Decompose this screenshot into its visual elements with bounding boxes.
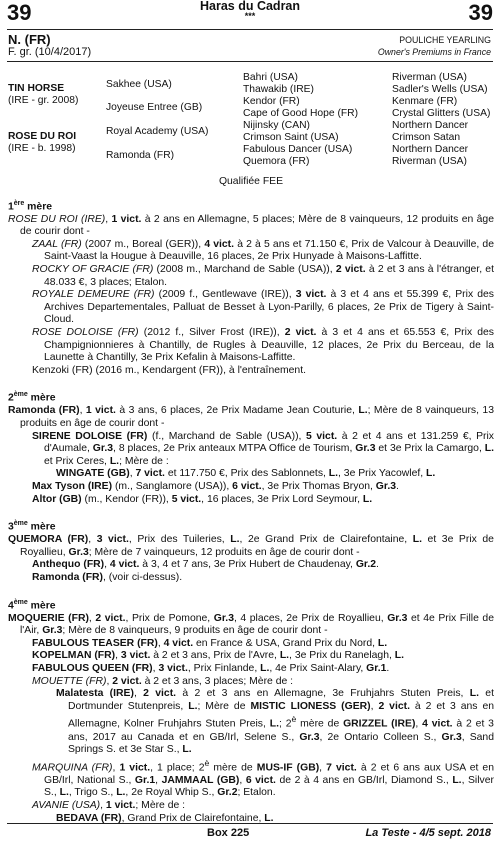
pedigree-entry: AVANIE (USA), 1 vict.; Mère de : [32,799,186,811]
pedigree-entry: KOPELMAN (FR), 3 vict. à 2 et 3 ans, Prix de l'Avre, L., 3e Prix du Ranelagh, L. [32,650,404,662]
pedigree-entry: ROCKY OF GRACIE (FR) (2008 m., Marchand de Sable (USA)), 2 vict. à 2 et 3 ans à l'étranger, et 48.033 €, 3 places; Etalon. [32,264,494,288]
pedigree-gen2: Royal Academy (USA) [106,126,209,137]
pedigree-entry: MOQUERIE (FR), 2 vict., Prix de Pomone, Gr.3, 4 places, 2e Prix de Royallieu, Gr.3 et 4e Prix Fille de l'Air, Gr.3; Mère de 8 vainqueurs, 9 produits en âge de courir dont - [8,612,494,637]
pedigree-entry: Ramonda (FR), (voir ci-dessus). [32,572,183,584]
footer-rule [7,823,493,824]
pedigree-entry: ROSE DOLOISE (FR) (2012 f., Silver Frost (IRE)), 2 vict. à 3 et 4 ans et 65.553 €, Prix des Champignionnieres à Chantilly, de Rugles à Deauville, 12 places, 2e Prix du Berceau, de la Launette à Chantilly, 3e Prix Kefalin à Maisons-Laffitte. [32,327,494,364]
lot-number-left: 39 [7,0,32,25]
pedigree-table [8,71,498,167]
pedigree-gen2: Joyeuse Entree (GB) [106,102,203,113]
pedigree-gen4: Sadler's Wells (USA) [392,84,488,95]
pedigree-gen3: Nijinsky (CAN) [243,120,310,131]
pedigree-gen3: Bahri (USA) [243,72,298,83]
pedigree-gen4: Crimson Satan [392,132,461,143]
pedigree-entry: Ramonda (FR), 1 vict. à 3 ans, 6 places, 2e Prix Madame Jean Couturie, L.; Mère de 8 vainqueurs, 13 produits en âge de courir dont - [8,405,494,430]
pedigree-gen4: Kenmare (FR) [392,96,458,107]
pedigree-entry: Max Tyson (IRE) (m., Sanglamore (USA)), 6 vict., 3e Prix Thomas Bryon, Gr.3. [32,481,399,492]
pedigree-entry: Altor (GB) (m., Kendor (FR)), 5 vict., 16 places, 3e Prix Lord Seymour, L. [32,493,373,505]
pedigree-gen4: Northern Dancer [392,120,469,131]
pedigree-gen3: Quemora (FR) [243,156,310,167]
generation-heading: 4ème mère [8,598,56,612]
pedigree-gen3: Cape of Good Hope (FR) [243,108,359,119]
pedigree-entry: ROYALE DEMEURE (FR) (2009 f., Gentlewave (IRE)), 3 vict. à 3 et 4 ans et 55.399 €, Prix des Archives Departementales, Palluat de Besset à Lyon-Parilly, 6 places, 2e Prix de Tigery à Saint-Cloud. [32,289,494,326]
pedigree-entry: WINGATE (GB), 7 vict. et 117.750 €, Prix des Sablonnets, L., 3e Prix Yacowlef, L. [56,468,436,480]
generation-heading: 2ème mère [8,391,56,404]
pedigree-entry: QUEMORA (FR), 3 vict., Prix des Tuileries, L., 2e Grand Prix de Clairefontaine, L. et 3e Prix de Royallieu, Gr.3; Mère de 7 vainqueurs, 12 produits en âge de courir dont - [8,534,494,558]
pedigree-entry: Malatesta (IRE), 2 vict. à 2 et 3 ans en Allemagne, 3e Fruhjahrs Stuten Preis, L. et Dortmunder Stutenpreis, L.; Mère de MISTIC LIONESS (GER), 2 vict. à 2 et 3 ans en Allemagne, Kolner Fruhjahrs Stuten Preis, L.; $2^è$ mère de GRIZZEL (IRE), 4 vict. à 2 et 3 ans, 2017 au Canada et en GB/Irl, Selene S., Gr.3, 2e Ontario Colleen S., Gr.3, Sand Springs S. et 3e Star S., L. [56,688,494,756]
pedigree-entry: ROSE DU ROI (IRE), 1 vict. à 2 ans en Allemagne, 5 places; Mère de 8 vainqueurs, 12 produits en âge de courir dont - [8,213,494,238]
pedigree-gen2: Ramonda (FR) [106,150,175,161]
horse-info: F. gr. (10/4/2017) [8,46,92,58]
consignor-stars: *** [244,11,256,21]
horse-name: N. (FR) [8,32,51,47]
horse-sex: POULICHE YEARLING [399,35,491,45]
pedigree-entry: ZAAL (FR) (2007 m., Boreal (GER)), 4 vict. à 2 à 5 ans et 71.150 €, Prix de Valcour à Deauville, de Saint-Vaast la Hougue à Deauville, 16 places, 2e Prix Hunyade à Maisons-Laffitte. [32,238,494,263]
pedigree-gen4: Crystal Glitters (USA) [392,108,491,119]
pedigree-entry: BEDAVA (FR), Grand Prix de Clairefontaine, L. [56,812,274,824]
lot-number-right: 39 [468,0,493,25]
sale-venue-date: La Teste - 4/5 sept. 2018 [365,827,491,839]
pedigree-gen3: Fabulous Dancer (USA) [243,144,353,155]
pedigree-entry: Kenzoki (FR) (2016 m., Kendargent (FR)), à l'entraînement. [32,364,306,376]
pedigree-entry: SIRENE DOLOISE (FR) (f., Marchand de Sable (USA)), 5 vict. à 2 et 4 ans et 131.259 €, Prix d'Aumale, Gr.3, 8 places, 2e Prix anteaux MTPA Office de Tourism, Gr.3 et 3e Prix la Camargo, L. et Prix Ceres, L.; Mère de : [32,430,494,467]
pedigree-rule [7,61,493,62]
sire-info: (IRE - gr. 2008) [8,95,79,106]
header-rule [7,29,493,30]
qualification: Qualifiée FEE [218,176,284,187]
footer [7,826,493,840]
pedigree-gen3: Kendor (FR) [243,96,300,107]
pedigree-entry: FABULOUS QUEEN (FR), 3 vict., Prix Finlande, L., 4e Prix Saint-Alary, Gr.1. [32,663,390,675]
pedigree-gen4: Riverman (USA) [392,156,467,167]
consignor-name: Haras du Cadran [199,0,301,13]
pedigree-entry: Anthequo (FR), 4 vict. à 3, 4 et 7 ans, 3e Prix Hubert de Chaudenay, Gr.2. [32,559,379,571]
box-number: Box 225 [207,827,250,839]
sire-name: TIN HORSE [8,83,65,94]
pedigree-gen4: Riverman (USA) [392,72,467,83]
pedigree-gen3: Thawakib (IRE) [243,84,314,95]
pedigree-entry: FABULOUS TEASER (FR), 4 vict. en France & USA, Grand Prix du Nord, L. [32,637,388,649]
pedigree-gen3: Crimson Saint (USA) [243,132,339,143]
dam-name: ROSE DU ROI [8,131,77,142]
generation-heading: 3ème mère [8,520,56,533]
produce-record [8,176,494,825]
pedigree-entry: MARQUINA (FR), 1 vict., 1 place; $2^è$ mère de MUS-IF (GB), 7 vict. à 2 et 6 ans aux USA et en GB/Irl, National S., Gr.1, JAMMAAL (GB), 6 vict. de 2 à 4 ans en GB/Irl, Diamond S., L., Silver S., L., Trigo S., L., 2e Royal Whip S., Gr.2; Etalon. [32,757,494,799]
dam-info: (IRE - b. 1998) [8,143,76,154]
pedigree-gen4: Northern Dancer [392,144,469,155]
pedigree-gen2: Sakhee (USA) [106,79,172,90]
pedigree-entry: MOUETTE (FR), 2 vict. à 2 et 3 ans, 3 places; Mère de : [32,675,294,687]
generation-heading: 1ère mère [8,199,53,213]
sale-premiums: Owner's Premiums in France [377,47,491,57]
